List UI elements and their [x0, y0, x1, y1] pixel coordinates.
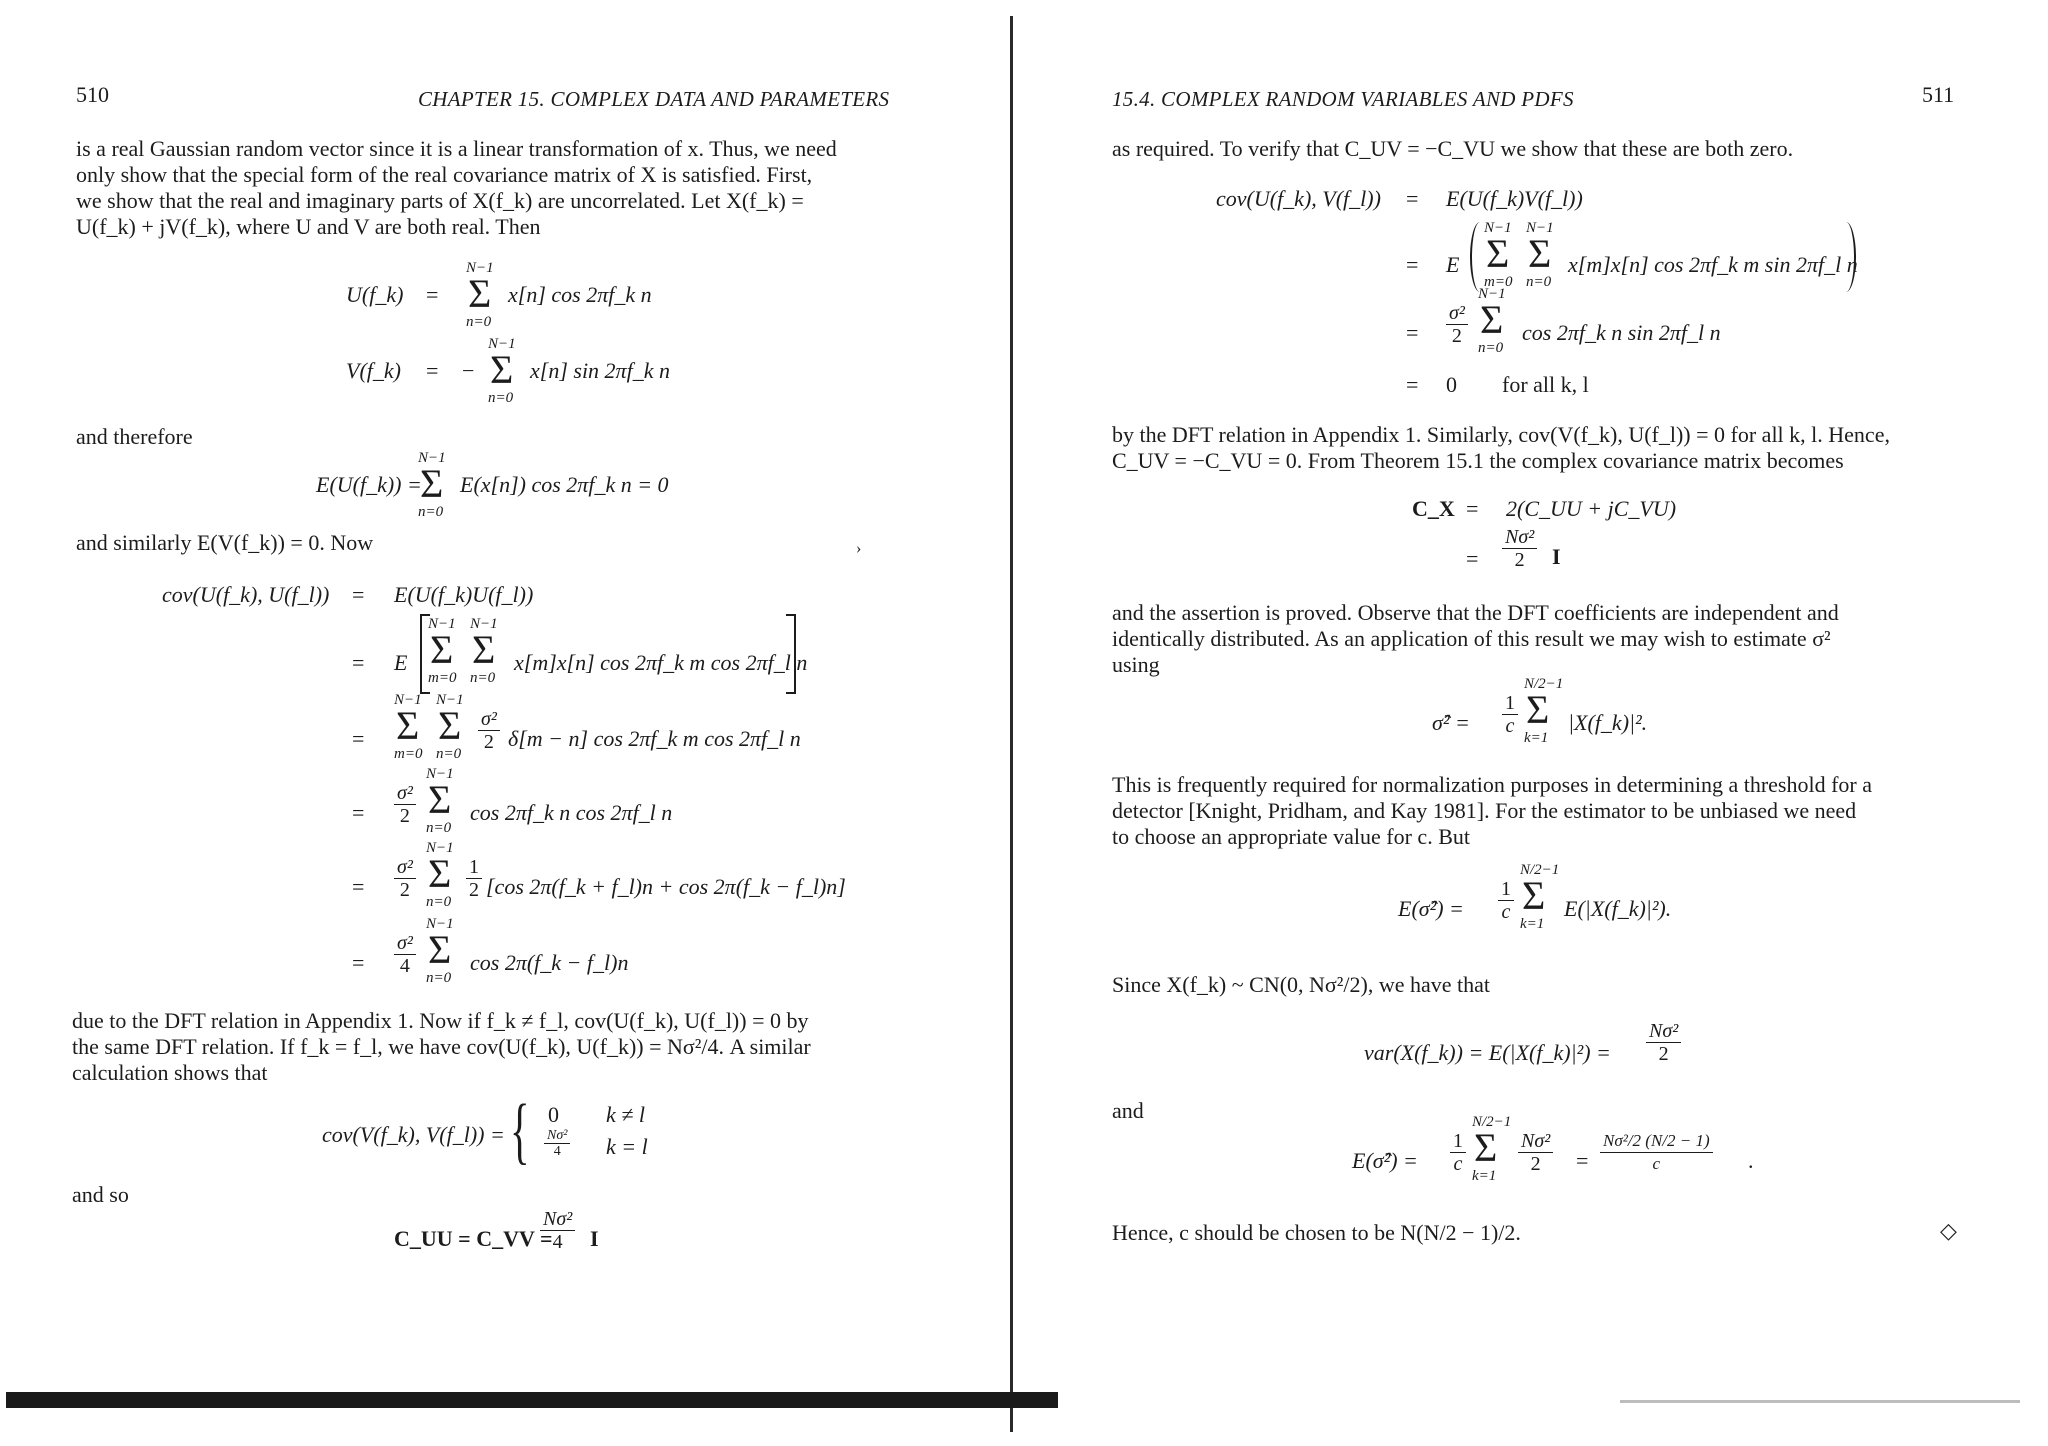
covV-case2-condition: k = l	[606, 1134, 648, 1159]
numerator: σ²	[1446, 302, 1468, 325]
sum-upper-limit: N−1	[426, 916, 454, 932]
sum-upper-limit: N−1	[436, 692, 464, 708]
fraction-N-sigma-over-2	[1518, 1130, 1553, 1175]
and-therefore: and therefore	[76, 424, 193, 449]
eq-E-lhs: E(U(f_k)) =	[316, 472, 422, 497]
denominator: 2	[1530, 1153, 1541, 1175]
numerator: σ²	[394, 856, 416, 879]
text-line: calculation shows that	[72, 1060, 268, 1085]
sigma-symbol: Σ	[428, 927, 452, 972]
bottom-shadow-bar	[6, 1392, 1058, 1408]
var-lhs: var(X(f_k)) = E(|X(f_k)|²) =	[1364, 1040, 1611, 1065]
denominator: c	[1501, 901, 1511, 923]
sum-lower-limit: k=1	[1524, 730, 1549, 746]
sum-lower-limit: n=0	[488, 390, 514, 406]
left-paragraph-1	[76, 136, 922, 240]
left-running-head: CHAPTER 15. COMPLEX DATA AND PARAMETERS	[418, 87, 890, 111]
denominator: 4	[399, 955, 410, 977]
sum-lower-limit: k=1	[1520, 916, 1545, 932]
and-word: and	[1112, 1098, 1144, 1123]
text-line: due to the DFT relation in Appendix 1. Now if f_k ≠ f_l, cov(U(f_k), U(f_l)) = 0 by	[72, 1008, 809, 1033]
cov-uv-line-3: cos 2πf_k n sin 2πf_l n	[1522, 320, 1721, 345]
since-line: Since X(f_k) ~ CN(0, Nσ²/2), we have that	[1112, 972, 1490, 997]
fraction-one-over-c	[1498, 878, 1514, 923]
sigma-symbol: Σ	[438, 703, 462, 748]
fraction-N-sigma-over-2	[1646, 1020, 1681, 1065]
fraction-one-over-c	[1450, 1130, 1466, 1175]
sum	[426, 840, 466, 910]
numerator: 1	[1498, 878, 1514, 901]
sum-lower-limit: n=0	[1478, 340, 1504, 356]
right-bracket	[786, 614, 796, 694]
denominator: c	[1652, 1154, 1661, 1173]
sum	[1524, 676, 1570, 746]
sigma-symbol: Σ	[1528, 231, 1552, 276]
identity-matrix: I	[590, 1226, 599, 1251]
eq-sign: =	[426, 358, 439, 383]
sum-upper-limit: N−1	[418, 450, 446, 466]
sum	[426, 916, 466, 986]
double-sum-outer	[394, 692, 434, 762]
numerator: Nσ²/2 (N/2 − 1)	[1600, 1130, 1713, 1153]
fraction-sigma-over-2	[394, 856, 416, 901]
sum-upper-limit: N−1	[428, 616, 456, 632]
cov-line-4: cos 2πf_k n cos 2πf_l n	[470, 800, 673, 825]
eq-E-rhs: E(x[n]) cos 2πf_k n = 0	[460, 472, 669, 497]
fraction-one-half	[466, 856, 482, 901]
double-sum-inner	[1526, 220, 1566, 290]
text-line: and the assertion is proved. Observe that the DFT coefficients are independent and	[1112, 600, 1839, 625]
eq-V-rhs: x[n] sin 2πf_k n	[530, 358, 670, 383]
cov-uv-line-4-value: 0	[1446, 372, 1457, 397]
text-line: we show that the real and imaginary parts of X(f_k) are uncorrelated. Let X(f_k) =	[76, 188, 804, 213]
sigma-symbol: Σ	[1486, 231, 1510, 276]
sum-V	[486, 336, 526, 406]
sum-upper-limit: N−1	[394, 692, 422, 708]
sigma-symbol: Σ	[1474, 1125, 1498, 1170]
numerator: Nσ²	[540, 1208, 575, 1231]
sum-upper-limit: N/2−1	[1520, 862, 1560, 878]
final-lhs: E(σ̂²) =	[1352, 1148, 1418, 1173]
fraction-one-over-c	[1502, 692, 1518, 737]
sigma-symbol: Σ	[1522, 873, 1546, 918]
spine-line	[1010, 16, 1013, 1432]
numerator: σ²	[394, 932, 416, 955]
sum-upper-limit: N−1	[426, 840, 454, 856]
numerator: Nσ²	[1646, 1020, 1681, 1043]
text-line: C_UV = −C_VU = 0. From Theorem 15.1 the complex covariance matrix becomes	[1112, 448, 1844, 473]
expectation-lhs: E(σ̂²) =	[1398, 896, 1464, 921]
margin-mark: ›	[856, 540, 862, 557]
fraction-N-sigma-over-2	[1502, 526, 1537, 571]
numerator: 1	[466, 856, 482, 879]
sum-upper-limit: N−1	[426, 766, 454, 782]
covV-case1-value: 0	[548, 1102, 559, 1127]
expectation-E: E	[1446, 252, 1460, 277]
expectation-rhs: E(|X(f_k)|²).	[1564, 896, 1672, 921]
right-paragraph-4	[1112, 772, 1958, 850]
text-line: U(f_k) + jV(f_k), where U and V are both real. Then	[76, 214, 541, 239]
denominator: c	[1453, 1153, 1463, 1175]
denominator: 2	[469, 879, 479, 901]
cov-uv-line-1: E(U(f_k)V(f_l))	[1446, 186, 1583, 211]
eq-sign: =	[352, 726, 365, 751]
double-sum-outer	[428, 616, 468, 686]
cuu-lhs: C_UU = C_VV =	[394, 1226, 553, 1251]
denominator: 2	[1451, 325, 1462, 347]
eq-V-lhs: V(f_k)	[346, 358, 401, 383]
sum-lower-limit: n=0	[470, 670, 496, 686]
sum	[426, 766, 466, 836]
numerator: Nσ²	[544, 1128, 570, 1144]
cov-uv-line-2: x[m]x[n] cos 2πf_k m sin 2πf_l n	[1568, 252, 1858, 277]
sigma-symbol: Σ	[428, 777, 452, 822]
eq-U-lhs: U(f_k)	[346, 282, 404, 307]
cov-line-3: δ[m − n] cos 2πf_k m cos 2πf_l n	[508, 726, 801, 751]
eq-sign: =	[352, 874, 365, 899]
numerator: σ²	[394, 782, 416, 805]
denominator: 2	[399, 879, 410, 901]
sum-lower-limit: n=0	[426, 820, 452, 836]
text-line: using	[1112, 652, 1160, 677]
sum	[1478, 286, 1518, 356]
cov-line-5: [cos 2π(f_k + f_l)n + cos 2π(f_k − f_l)n]	[486, 874, 846, 899]
identity-matrix: I	[1552, 544, 1561, 569]
left-page-number: 510	[76, 82, 109, 107]
sum-upper-limit: N−1	[1478, 286, 1506, 302]
sigma-symbol: Σ	[396, 703, 420, 748]
curly-brace: {	[510, 1090, 530, 1172]
cov-line-2: x[m]x[n] cos 2πf_k m cos 2πf_l n	[514, 650, 808, 675]
eq-sign: =	[1466, 546, 1479, 571]
period: .	[1748, 1148, 1754, 1173]
double-sum-inner	[470, 616, 510, 686]
denominator: 2	[1658, 1043, 1669, 1065]
numerator: 1	[1502, 692, 1518, 715]
fraction-final	[1600, 1130, 1713, 1175]
denominator: 2	[483, 731, 494, 753]
cov-line-6: cos 2π(f_k − f_l)n	[470, 950, 629, 975]
fraction-sigma-over-2	[394, 782, 416, 827]
sum-lower-limit: n=0	[436, 746, 462, 762]
numerator: Nσ²	[1518, 1130, 1553, 1153]
sum-lower-limit: k=1	[1472, 1168, 1497, 1184]
end-of-proof-diamond-icon: ◇	[1940, 1218, 1957, 1243]
text-line: by the DFT relation in Appendix 1. Similarly, cov(V(f_k), U(f_l)) = 0 for all k, l. Hence,	[1112, 422, 1890, 447]
fraction-sigma-over-4	[394, 932, 416, 977]
cov-line-1: E(U(f_k)U(f_l))	[394, 582, 534, 607]
sum-upper-limit: N−1	[1526, 220, 1554, 236]
numerator: σ²	[478, 708, 500, 731]
double-sum-inner	[436, 692, 476, 762]
text-line: only show that the special form of the real covariance matrix of X is satisfied. First,	[76, 162, 813, 187]
sigma-symbol: Σ	[490, 347, 514, 392]
denominator: 2	[399, 805, 410, 827]
numerator: 1	[1450, 1130, 1466, 1153]
left-paragraph-2	[72, 1008, 918, 1086]
right-page-number: 511	[1922, 82, 1955, 107]
eq-sign: =	[1576, 1148, 1589, 1173]
sum-upper-limit: N/2−1	[1472, 1114, 1512, 1130]
conclusion: Hence, c should be chosen to be N(N/2 − 1)/2.	[1112, 1220, 1521, 1245]
minus-sign: −	[462, 358, 475, 383]
text-line: identically distributed. As an application of this result we may wish to estimate σ²	[1112, 626, 1831, 651]
cx-line-1: 2(C_UU + jC_VU)	[1506, 496, 1677, 521]
bottom-scan-artifact	[1620, 1400, 2020, 1403]
cov-lhs: cov(U(f_k), U(f_l))	[162, 582, 330, 607]
estimator-rhs: |X(f_k)|².	[1568, 710, 1648, 735]
sum-lower-limit: m=0	[394, 746, 423, 762]
fraction-N-sigma-over-4	[540, 1208, 575, 1253]
right-paragraph-2	[1112, 422, 1958, 474]
expectation-E: E	[394, 650, 408, 675]
right-paragraph-3	[1112, 600, 1958, 678]
eq-sign: =	[1406, 186, 1419, 211]
sum-lower-limit: n=0	[1526, 274, 1552, 290]
covV-lhs: cov(V(f_k), V(f_l)) =	[322, 1122, 505, 1147]
sigma-symbol: Σ	[1526, 687, 1550, 732]
sum	[1472, 1114, 1518, 1184]
eq-sign: =	[1406, 252, 1419, 277]
sum-upper-limit: N/2−1	[1524, 676, 1564, 692]
text-line: detector [Knight, Pridham, and Kay 1981]. For the estimator to be unbiased we need	[1112, 798, 1857, 823]
eq-U-rhs: x[n] cos 2πf_k n	[508, 282, 652, 307]
denominator: 4	[552, 1231, 563, 1253]
sum-lower-limit: m=0	[1484, 274, 1513, 290]
sigma-symbol: Σ	[420, 461, 444, 506]
text-line: the same DFT relation. If f_k = f_l, we have cov(U(f_k), U(f_k)) = Nσ²/4. A similar	[72, 1034, 811, 1059]
sum-upper-limit: N−1	[466, 260, 494, 276]
fraction-sigma-over-2	[478, 708, 500, 753]
estimator-lhs: σ̂² =	[1432, 710, 1470, 735]
denominator: c	[1505, 715, 1515, 737]
sum-U	[464, 260, 504, 330]
eq-sign: =	[1406, 320, 1419, 345]
eq-sign: =	[352, 950, 365, 975]
sum	[1520, 862, 1566, 932]
sigma-symbol: Σ	[1480, 297, 1504, 342]
sum-upper-limit: N−1	[1484, 220, 1512, 236]
cx-lhs: C_X	[1412, 496, 1455, 521]
and-so: and so	[72, 1182, 129, 1207]
eq-sign: =	[352, 582, 365, 607]
fraction-sigma-over-2	[1446, 302, 1468, 347]
denominator: 2	[1514, 549, 1525, 571]
sigma-symbol: Σ	[428, 851, 452, 896]
covV-case2-value	[544, 1128, 570, 1159]
sum-lower-limit: n=0	[426, 894, 452, 910]
sum-lower-limit: n=0	[418, 504, 444, 520]
sum-lower-limit: n=0	[426, 970, 452, 986]
sum-lower-limit: m=0	[428, 670, 457, 686]
denominator: 4	[553, 1144, 561, 1159]
sigma-symbol: Σ	[430, 627, 454, 672]
eq-sign: =	[352, 650, 365, 675]
eq-sign: =	[426, 282, 439, 307]
covV-case1-condition: k ≠ l	[606, 1102, 645, 1127]
sum-upper-limit: N−1	[470, 616, 498, 632]
cov-uv-lhs: cov(U(f_k), V(f_l))	[1216, 186, 1381, 211]
cov-uv-line-4-text: for all k, l	[1502, 372, 1589, 397]
sum-upper-limit: N−1	[488, 336, 516, 352]
right-running-head: 15.4. COMPLEX RANDOM VARIABLES AND PDFS	[1112, 87, 1574, 111]
sigma-symbol: Σ	[468, 271, 492, 316]
and-similarly: and similarly E(V(f_k)) = 0. Now	[76, 530, 374, 555]
sum-lower-limit: n=0	[466, 314, 492, 330]
text-line: to choose an appropriate value for c. But	[1112, 824, 1470, 849]
sigma-symbol: Σ	[472, 627, 496, 672]
eq-sign: =	[1406, 372, 1419, 397]
text-line: This is frequently required for normalization purposes in determining a threshold for a	[1112, 772, 1873, 797]
text-line: is a real Gaussian random vector since it is a linear transformation of x. Thus, we need	[76, 136, 837, 161]
eq-sign: =	[1466, 496, 1479, 521]
double-sum-outer	[1484, 220, 1524, 290]
eq-sign: =	[352, 800, 365, 825]
numerator: Nσ²	[1502, 526, 1537, 549]
right-paren	[1836, 222, 1856, 292]
sum-E	[416, 450, 456, 520]
right-paragraph-1: as required. To verify that C_UV = −C_VU we show that these are both zero.	[1112, 136, 1794, 161]
